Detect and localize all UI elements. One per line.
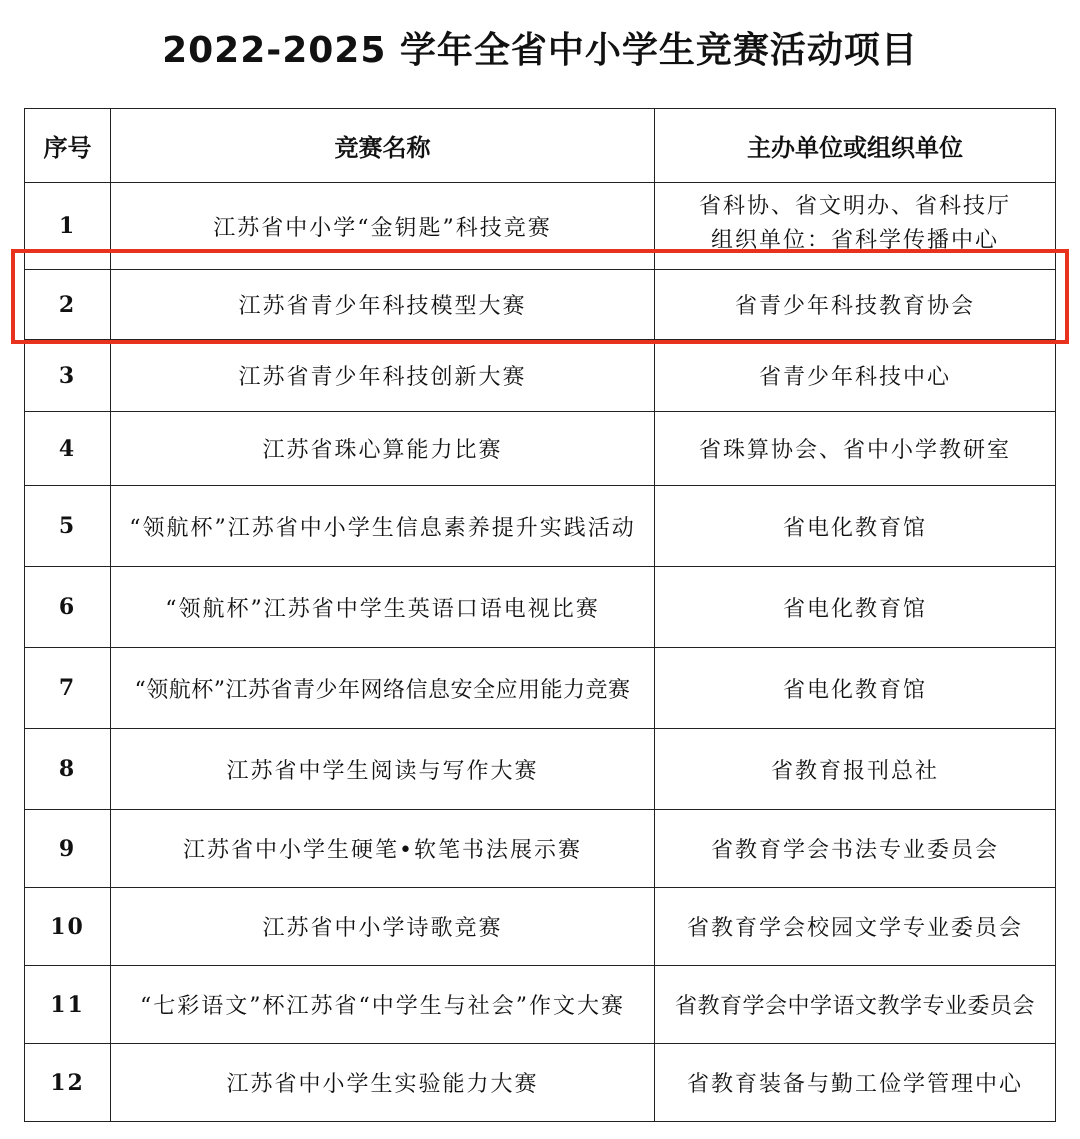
row-name: “领航杯”江苏省中小学生信息素养提升实践活动 — [111, 486, 655, 567]
row-name: “领航杯”江苏省中学生英语口语电视比赛 — [111, 567, 655, 648]
row-num: 12 — [25, 1044, 111, 1122]
header-num: 序号 — [25, 109, 111, 183]
table-row — [25, 412, 1056, 486]
row-name: 江苏省中小学“金钥匙”科技竞赛 — [111, 183, 655, 270]
row-num: 4 — [25, 412, 111, 486]
row-name: 江苏省中小学生实验能力大赛 — [111, 1044, 655, 1122]
row-name: 江苏省珠心算能力比赛 — [111, 412, 655, 486]
row-num: 9 — [25, 810, 111, 888]
row-name: “七彩语文”杯江苏省“中学生与社会”作文大赛 — [111, 966, 655, 1044]
row-num: 2 — [25, 270, 111, 340]
table-row — [25, 729, 1056, 810]
row-org: 省青少年科技教育协会 — [655, 270, 1056, 340]
table-row — [25, 270, 1056, 340]
row-num: 7 — [25, 648, 111, 729]
table-row — [25, 486, 1056, 567]
row-org: 省电化教育馆 — [655, 567, 1056, 648]
table-row — [25, 966, 1056, 1044]
row-org: 省教育装备与勤工俭学管理中心 — [655, 1044, 1056, 1122]
table-row — [25, 1044, 1056, 1122]
row-org: 省教育学会中学语文教学专业委员会 — [655, 966, 1056, 1044]
row-num: 1 — [25, 183, 111, 270]
row-org: 省电化教育馆 — [655, 648, 1056, 729]
row-num: 8 — [25, 729, 111, 810]
row-num: 11 — [25, 966, 111, 1044]
row-num: 3 — [25, 340, 111, 412]
table-row — [25, 810, 1056, 888]
row-name: 江苏省青少年科技创新大赛 — [111, 340, 655, 412]
row-org: 省珠算协会、省中小学教研室 — [655, 412, 1056, 486]
row-org: 省教育报刊总社 — [655, 729, 1056, 810]
table-header-row — [25, 109, 1056, 183]
row-org: 省电化教育馆 — [655, 486, 1056, 567]
table-row — [25, 183, 1056, 270]
row-num: 6 — [25, 567, 111, 648]
row-org: 省教育学会书法专业委员会 — [655, 810, 1056, 888]
table-row — [25, 340, 1056, 412]
row-name: 江苏省中小学生硬笔•软笔书法展示赛 — [111, 810, 655, 888]
row-name: “领航杯”江苏省青少年网络信息安全应用能力竞赛 — [111, 648, 655, 729]
row-name: 江苏省中小学诗歌竞赛 — [111, 888, 655, 966]
row-org-line2: 组织单位：省科学传播中心 — [710, 228, 999, 253]
row-name: 江苏省青少年科技模型大赛 — [111, 270, 655, 340]
row-num: 5 — [25, 486, 111, 567]
row-org: 省青少年科技中心 — [655, 340, 1056, 412]
competition-table — [24, 108, 1056, 1122]
header-org: 主办单位或组织单位 — [655, 109, 1056, 183]
table-row — [25, 567, 1056, 648]
row-org — [655, 183, 1056, 270]
header-name: 竞赛名称 — [111, 109, 655, 183]
table-row — [25, 888, 1056, 966]
page-title: 2022-2025 学年全省中小学生竞赛活动项目 — [162, 30, 918, 71]
row-org-line1: 省科协、省文明办、省科技厅 — [698, 194, 1011, 219]
table-row — [25, 648, 1056, 729]
row-org: 省教育学会校园文学专业委员会 — [655, 888, 1056, 966]
row-num: 10 — [25, 888, 111, 966]
row-name: 江苏省中学生阅读与写作大赛 — [111, 729, 655, 810]
